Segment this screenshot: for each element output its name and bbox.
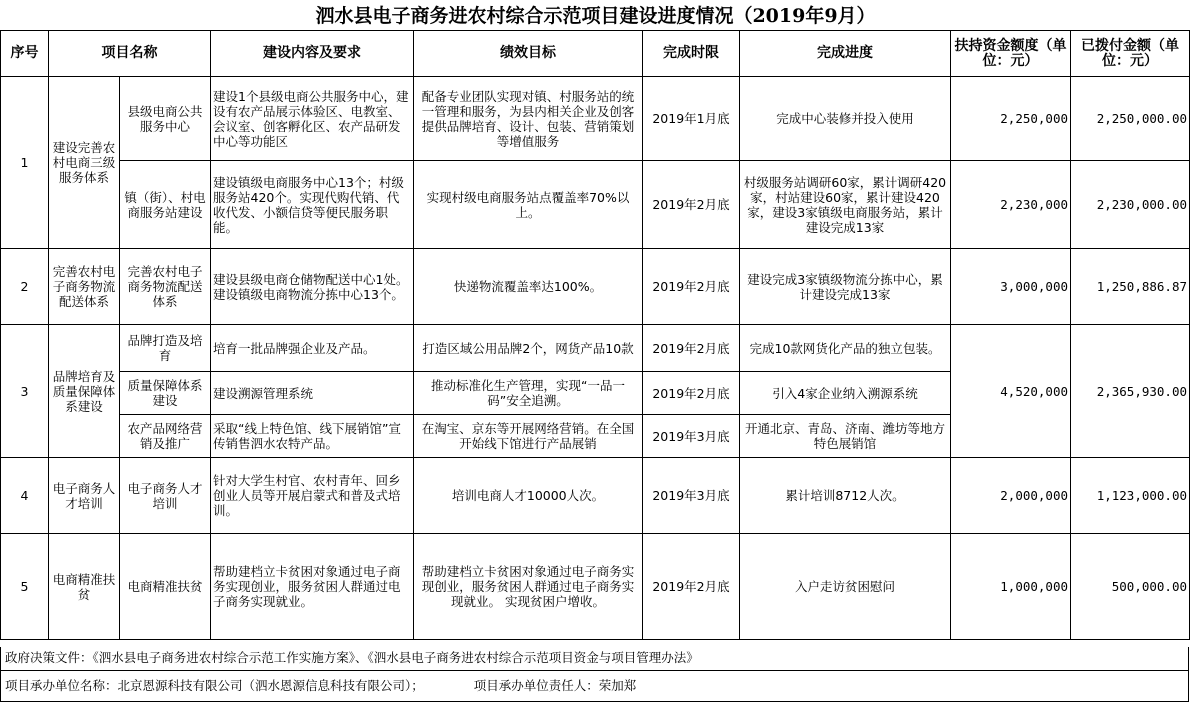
seq-cell: 2 [1,249,49,325]
seq-cell: 5 [1,534,49,640]
sub-project-cell: 县级电商公共服务中心 [120,77,211,161]
progress-cell: 完成10款网货化产品的独立包装。 [740,325,951,372]
table-row [1,325,1190,372]
content-cell: 建设溯源管理系统 [211,372,414,415]
unit-footer [0,671,1189,702]
progress-cell: 完成中心装修并投入使用 [740,77,951,161]
header-seq: 序号 [1,31,49,77]
table-row [1,249,1190,325]
sub-project-cell: 镇（街）、村电商服务站建设 [120,161,211,249]
paid-cell: 2,365,930.00 [1071,325,1190,458]
goal-cell: 推动标准化生产管理，实现“一品一码”安全追溯。 [414,372,643,415]
table-row [1,534,1190,640]
seq-cell: 3 [1,325,49,458]
content-cell: 建设1个县级电商公共服务中心，建设有农产品展示体验区、电教室、会议室、创客孵化区、农产品研发中心等功能区 [211,77,414,161]
project-name-cell: 建设完善农村电商三级服务体系 [49,77,120,249]
progress-cell: 开通北京、青岛、济南、潍坊等地方特色展销馆 [740,415,951,458]
fund-cell: 2,250,000 [951,77,1071,161]
goal-cell: 快递物流覆盖率达100%。 [414,249,643,325]
goal-cell: 在淘宝、京东等开展网络营销。在全国开始线下馆进行产品展销 [414,415,643,458]
deadline-cell: 2019年2月底 [643,249,740,325]
seq-cell: 4 [1,458,49,534]
project-name-cell: 品牌培育及质量保障体系建设 [49,325,120,458]
goal-cell: 打造区域公用品牌2个，网货产品10款 [414,325,643,372]
header-name: 项目名称 [49,31,211,77]
project-name-cell: 电子商务人才培训 [49,458,120,534]
project-name-cell: 完善农村电子商务物流配送体系 [49,249,120,325]
deadline-cell: 2019年2月底 [643,161,740,249]
paid-cell: 500,000.00 [1071,534,1190,640]
content-cell: 建设县级电商仓储物配送中心1处。建设镇级电商物流分拣中心13个。 [211,249,414,325]
fund-cell: 1,000,000 [951,534,1071,640]
paid-cell: 2,230,000.00 [1071,161,1190,249]
deadline-cell: 2019年3月底 [643,415,740,458]
goal-cell: 帮助建档立卡贫困对象通过电子商务实现创业，服务贫困人群通过电子商务实现就业。 实现贫困户增收。 [414,534,643,640]
sub-project-cell: 电子商务人才培训 [120,458,211,534]
deadline-cell: 2019年3月底 [643,458,740,534]
content-cell: 针对大学生村官、农村青年、回乡创业人员等开展启蒙式和普及式培训。 [211,458,414,534]
fund-cell: 3,000,000 [951,249,1071,325]
deadline-cell: 2019年2月底 [643,325,740,372]
sub-project-cell: 电商精准扶贫 [120,534,211,640]
deadline-cell: 2019年2月底 [643,372,740,415]
fund-cell: 2,230,000 [951,161,1071,249]
fund-cell: 2,000,000 [951,458,1071,534]
deadline-cell: 2019年2月底 [643,534,740,640]
progress-cell: 村级服务站调研60家，累计调研420家，村站建设60家，累计建设420家，建设3家镇级电商服务站，累计建设完成13家 [740,161,951,249]
paid-cell: 2,250,000.00 [1071,77,1190,161]
deadline-cell: 2019年1月底 [643,77,740,161]
header-content: 建设内容及要求 [211,31,414,77]
fund-cell: 4,520,000 [951,325,1071,458]
progress-cell: 引入4家企业纳入溯源系统 [740,372,951,415]
sub-project-cell: 农产品网络营销及推广 [120,415,211,458]
content-cell: 采取“线上特色馆、线下展销馆”宣传销售泗水农特产品。 [211,415,414,458]
content-cell: 培育一批品牌强企业及产品。 [211,325,414,372]
header-fund: 扶持资金额度（单位：元） [951,31,1071,77]
progress-cell: 累计培训8712人次。 [740,458,951,534]
goal-cell: 实现村级电商服务站点覆盖率70%以上。 [414,161,643,249]
sub-project-cell: 质量保障体系建设 [120,372,211,415]
seq-cell: 1 [1,77,49,249]
leader-text: 项目承办单位责任人：荣加郑 [473,678,637,693]
goal-cell: 配备专业团队实现对镇、村服务站的统一管理和服务，为县内相关企业及创客提供品牌培育、设计、包装、营销策划等增值服务 [414,77,643,161]
paid-cell: 1,250,886.87 [1071,249,1190,325]
sheet-title: 泗水县电子商务进农村综合示范项目建设进度情况（2019年9月） [315,5,876,27]
header-goal: 绩效目标 [414,31,643,77]
table-row [1,77,1190,161]
table-row [1,458,1190,534]
sub-project-cell: 完善农村电子商务物流配送体系 [120,249,211,325]
content-cell: 帮助建档立卡贫困对象通过电子商务实现创业，服务贫困人群通过电子商务实现就业。 [211,534,414,640]
table-row [1,161,1190,249]
header-paid: 已拨付金额（单位：元） [1071,31,1190,77]
unit-text: 项目承办单位名称：北京恩源科技有限公司（泗水恩源信息科技有限公司）； [5,678,424,693]
progress-cell: 入户走访贫困慰问 [740,534,951,640]
content-cell: 建设镇级电商服务中心13个；村级服务站420个。实现代购代销、代收代发、小额信贷等便民服务职能。 [211,161,414,249]
goal-cell: 培训电商人才10000人次。 [414,458,643,534]
header-progress: 完成进度 [740,31,951,77]
progress-cell: 建设完成3家镇级物流分拣中心，累计建设完成13家 [740,249,951,325]
progress-table [0,30,1190,640]
policy-footer [0,647,1189,671]
header-deadline: 完成时限 [643,31,740,77]
policy-text: 政府决策文件：《泗水县电子商务进农村综合示范工作实施方案》、《泗水县电子商务进农村综合示范项目资金与项目管理办法》 [5,650,699,665]
header-row [1,31,1190,77]
sub-project-cell: 品牌打造及培育 [120,325,211,372]
paid-cell: 1,123,000.00 [1071,458,1190,534]
project-name-cell: 电商精准扶贫 [49,534,120,640]
